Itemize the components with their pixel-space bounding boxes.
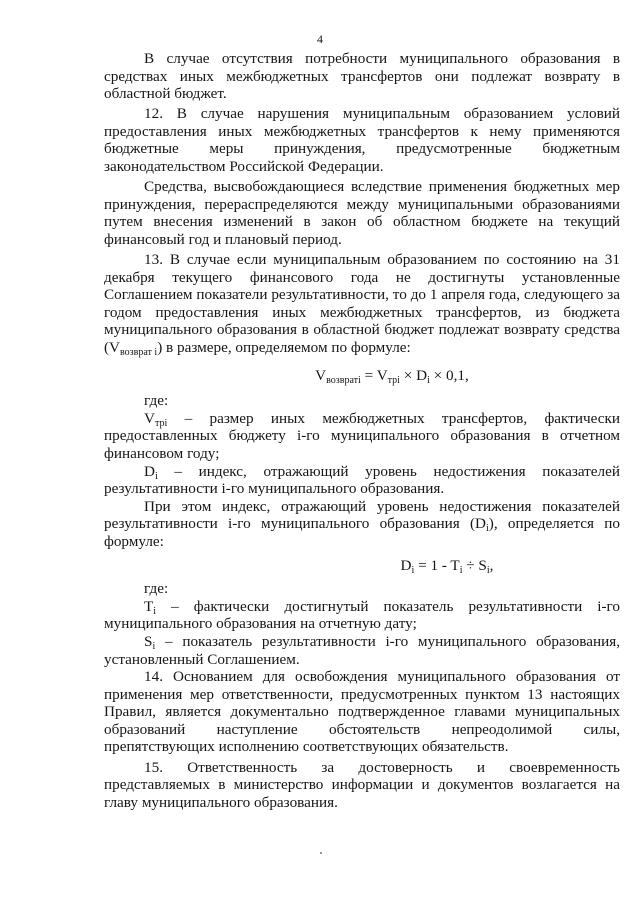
formula-sub: i — [486, 564, 490, 576]
formula-var: T — [450, 556, 460, 574]
formula-op: × — [429, 366, 447, 384]
definition-text: – фактически достигнутый показатель результативности i-го муниципального образования на отчетную дату; — [104, 597, 620, 633]
document-body — [104, 50, 620, 811]
paragraph-13-sub: возврат i — [120, 347, 158, 358]
definition-symbol: V — [144, 409, 155, 427]
page-number: 4 — [317, 32, 323, 46]
definition-symbol: D — [144, 462, 155, 480]
definition-si — [104, 633, 620, 668]
definition-sub: трi — [154, 417, 168, 429]
formula-var: D — [400, 556, 412, 574]
formula-refund — [104, 367, 620, 385]
formula-sub: i — [459, 564, 463, 576]
paragraph-13 — [104, 251, 620, 357]
formula-var: V — [315, 366, 327, 384]
formula-op: = — [360, 366, 377, 384]
definition-symbol: T — [144, 597, 154, 615]
definition-sub: i — [152, 640, 156, 652]
definition-text: – индекс, отражающий уровень недостижения показателей результативности i-го муниципального образования. — [104, 462, 620, 498]
definition-sub: i — [153, 605, 157, 617]
formula-var: D — [416, 366, 428, 384]
paragraph-index-text: При этом индекс, отражающий уровень недостижения показателей результативности i-го муниципального образования (D — [104, 497, 620, 533]
definition-sub: i — [154, 470, 158, 482]
paragraph-index — [104, 498, 620, 551]
formula-op: ÷ — [462, 556, 479, 574]
formula-sub: возвратi — [326, 374, 361, 386]
paragraph-12: 12. В случае нарушения муниципальным образованием условий предоставления иных межбюджетных трансфертов к нему применяются бюджетные меры принуждения, предусмотренные бюджетным законодательством Российской Федерации. — [104, 105, 620, 176]
paragraph-13-tail: ) в размере, определяемом по формуле: — [157, 339, 411, 356]
definition-symbol: S — [144, 632, 153, 650]
formula-index — [104, 557, 620, 575]
definition-di — [104, 463, 620, 498]
paragraph-index-sub: i — [485, 523, 489, 535]
paragraph-14: 14. Основанием для освобождения муниципального образования от применения мер ответственности, предусмотренных пунктом 13 настоящих Правил, является документально подтвержденное главами муниципальных образований наступление обстоятельств непреодолимой силы, препятствующих исполнению соответствующих обязательств. — [104, 668, 620, 756]
formula-const: 0,1, — [446, 366, 469, 384]
definition-ti — [104, 598, 620, 633]
formula-var: V — [376, 366, 388, 384]
paragraph-refund: В случае отсутствия потребности муниципального образования в средствах иных межбюджетных трансфертов они подлежат возврату в областной бюджет. — [104, 50, 620, 103]
where-label: где: — [144, 392, 169, 410]
definition-text: – размер иных межбюджетных трансфертов, фактически предоставленных бюджету i-го муниципального образования в отчетном финансовом году; — [104, 409, 620, 462]
formula-var: S — [478, 556, 487, 574]
scan-speck — [320, 852, 322, 854]
formula-sub: трi — [387, 374, 400, 386]
formula-sub: i — [427, 374, 430, 386]
where-label: где: — [144, 580, 169, 598]
definition-vtri — [104, 410, 620, 463]
formula-op: = 1 - — [414, 556, 451, 574]
paragraph-13-text: 13. В случае если муниципальным образованием по состоянию на 31 декабря текущего финансового года не достигнуты установленные Соглашением показатели результативности, то до 1 апреля года, следующего за годом предоставления иных межбюджетных трансфертов, из бюджета муниципального образования в областной бюджет подлежат возврату средства (V — [104, 251, 620, 356]
formula-op: × — [399, 366, 417, 384]
definition-text: – показатель результативности i-го муниципального образования, установленный Соглашением. — [104, 632, 620, 668]
formula-sub: i — [411, 564, 415, 576]
formula-op: , — [489, 556, 494, 574]
paragraph-15: 15. Ответственность за достоверность и своевременность представляемых в министерство информации и документов возлагается на главу муниципального образования. — [104, 758, 620, 811]
paragraph-index-tail: ), определяется по формуле: — [104, 515, 620, 550]
paragraph-funds: Средства, высвобождающиеся вследствие применения бюджетных мер принуждения, перераспределяются между муниципальными образованиями путем внесения изменений в закон об областном бюджете на текущий финансовый год и плановый период. — [104, 178, 620, 248]
